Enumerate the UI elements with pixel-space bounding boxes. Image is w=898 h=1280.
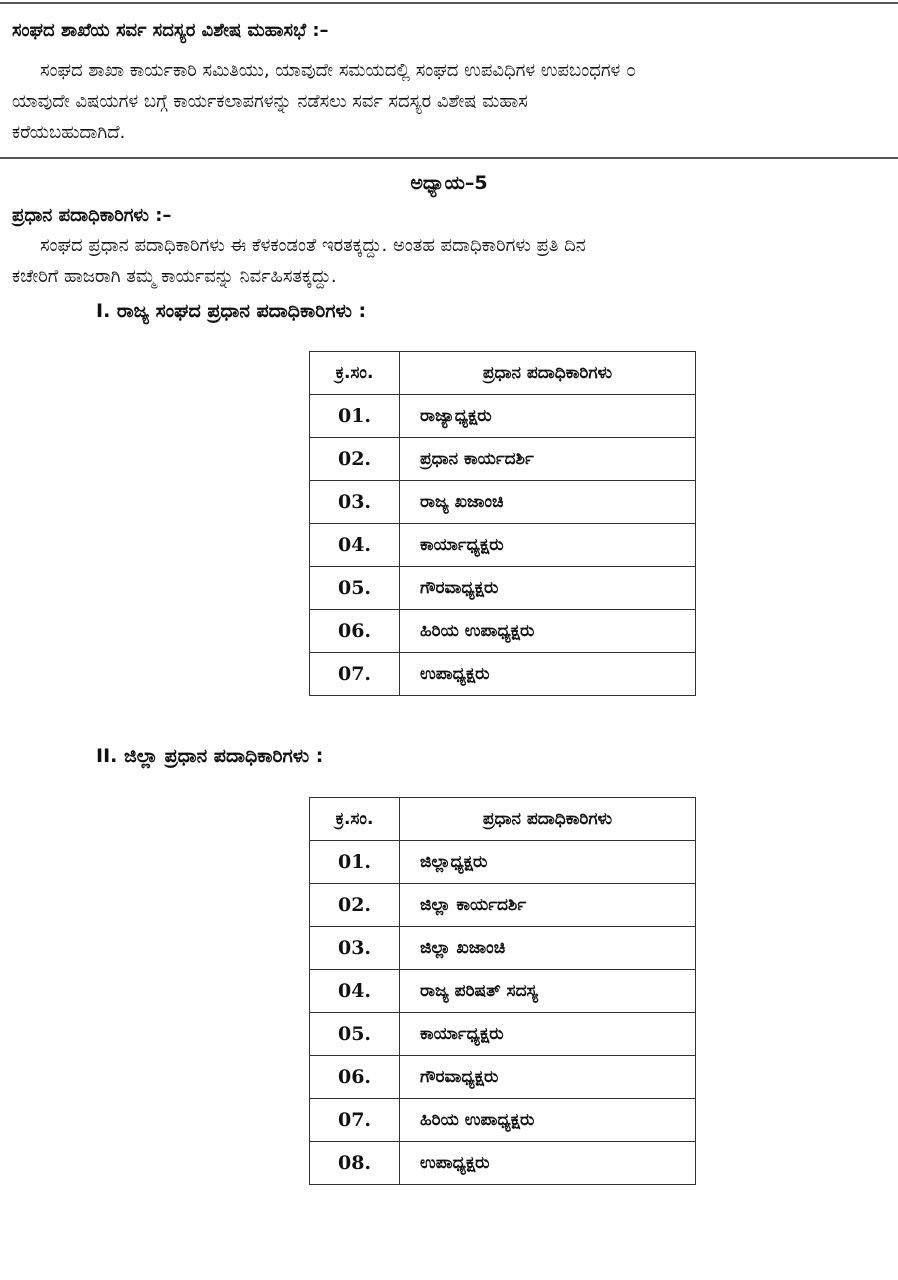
serial-cell: 07. <box>310 1099 400 1142</box>
table-row <box>310 841 696 884</box>
serial-cell: 02. <box>310 884 400 927</box>
table-row <box>310 524 696 567</box>
district-officers-table <box>309 797 696 1185</box>
serial-cell: 06. <box>310 1056 400 1099</box>
officer-cell: ಪ್ರಧಾನ ಕಾರ್ಯದರ್ಶಿ <box>400 438 696 481</box>
paragraph-line: ಕಚೇರಿಗೆ ಹಾಜರಾಗಿ ತಮ್ಮ ಕಾರ್ಯವನ್ನು ನಿರ್ವಹಿಸತಕ್ಕದ್ದು. <box>12 266 337 287</box>
section-title: ಸಂಘದ ಶಾಖೆಯ ಸರ್ವ ಸದಸ್ಯರ ವಿಶೇಷ ಮಹಾಸಭೆ :– <box>12 20 329 41</box>
serial-cell: 05. <box>310 567 400 610</box>
table-row <box>310 1013 696 1056</box>
serial-cell: 05. <box>310 1013 400 1056</box>
district-officers-heading: II. ಜಿಲ್ಲಾ ಪ್ರಧಾನ ಪದಾಧಿಕಾರಿಗಳು : <box>96 745 324 767</box>
table-row <box>310 1056 696 1099</box>
serial-cell: 06. <box>310 610 400 653</box>
table-header-row <box>310 352 696 395</box>
officers-heading: ಪ್ರಧಾನ ಪದಾಧಿಕಾರಿಗಳು :– <box>12 205 172 226</box>
top-rule <box>0 2 898 4</box>
officer-cell: ರಾಜ್ಯಾಧ್ಯಕ್ಷರು <box>400 395 696 438</box>
table-row <box>310 653 696 696</box>
officer-cell: ಹಿರಿಯ ಉಪಾಧ್ಯಕ್ಷರು <box>400 610 696 653</box>
serial-cell: 04. <box>310 524 400 567</box>
serial-cell: 01. <box>310 841 400 884</box>
officer-cell: ಜಿಲ್ಲಾ ಕಾರ್ಯದರ್ಶಿ <box>400 884 696 927</box>
officer-cell: ರಾಜ್ಯ ಪರಿಷತ್ ಸದಸ್ಯ <box>400 970 696 1013</box>
officer-cell: ಹಿರಿಯ ಉಪಾಧ್ಯಕ್ಷರು <box>400 1099 696 1142</box>
officer-cell: ಗೌರವಾಧ್ಯಕ್ಷರು <box>400 567 696 610</box>
table-header-row <box>310 798 696 841</box>
table-row <box>310 927 696 970</box>
officer-cell: ಉಪಾಧ್ಯಕ್ಷರು <box>400 1142 696 1185</box>
column-header-officers: ಪ್ರಧಾನ ಪದಾಧಿಕಾರಿಗಳು <box>400 352 696 395</box>
table-row <box>310 395 696 438</box>
serial-cell: 04. <box>310 970 400 1013</box>
column-header-serial: ಕ್ರ.ಸಂ. <box>310 798 400 841</box>
officer-cell: ಜಿಲ್ಲಾಧ್ಯಕ್ಷರು <box>400 841 696 884</box>
serial-cell: 08. <box>310 1142 400 1185</box>
column-header-serial: ಕ್ರ.ಸಂ. <box>310 352 400 395</box>
serial-cell: 01. <box>310 395 400 438</box>
paragraph-line: ಸಂಘದ ಪ್ರಧಾನ ಪದಾಧಿಕಾರಿಗಳು ಈ ಕೆಳಕಂಡಂತೆ ಇರತಕ್ಕದ್ದು. ಅಂತಹ ಪದಾಧಿಕಾರಿಗಳು ಪ್ರತಿ ದಿನ <box>40 235 586 256</box>
section-divider <box>0 157 898 159</box>
table-row <box>310 884 696 927</box>
paragraph-line: ಕರೆಯಬಹುದಾಗಿದೆ. <box>12 122 126 143</box>
officer-cell: ಕಾರ್ಯಾಧ್ಯಕ್ಷರು <box>400 524 696 567</box>
officer-cell: ಗೌರವಾಧ್ಯಕ್ಷರು <box>400 1056 696 1099</box>
officer-cell: ಉಪಾಧ್ಯಕ್ಷರು <box>400 653 696 696</box>
table-row <box>310 438 696 481</box>
table-row <box>310 567 696 610</box>
column-header-officers: ಪ್ರಧಾನ ಪದಾಧಿಕಾರಿಗಳು <box>400 798 696 841</box>
chapter-title: ಅಧ್ಯಾಯ–5 <box>410 172 488 194</box>
table-row <box>310 1142 696 1185</box>
officer-cell: ಜಿಲ್ಲಾ ಖಜಾಂಚಿ <box>400 927 696 970</box>
paragraph-line: ಯಾವುದೇ ವಿಷಯಗಳ ಬಗ್ಗೆ ಕಾರ್ಯಕಲಾಪಗಳನ್ನು ನಡೆಸಲು ಸರ್ವ ಸದಸ್ಯರ ವಿಶೇಷ ಮಹಾಸ <box>12 91 528 112</box>
state-officers-heading: I. ರಾಜ್ಯ ಸಂಘದ ಪ್ರಧಾನ ಪದಾಧಿಕಾರಿಗಳು : <box>96 300 367 322</box>
serial-cell: 03. <box>310 481 400 524</box>
serial-cell: 02. <box>310 438 400 481</box>
serial-cell: 03. <box>310 927 400 970</box>
serial-cell: 07. <box>310 653 400 696</box>
state-officers-table <box>309 351 696 696</box>
officer-cell: ರಾಜ್ಯ ಖಜಾಂಚಿ <box>400 481 696 524</box>
paragraph-line: ಸಂಘದ ಶಾಖಾ ಕಾರ್ಯಕಾರಿ ಸಮಿತಿಯು, ಯಾವುದೇ ಸಮಯದಲ್ಲಿ ಸಂಘದ ಉಪವಿಧಿಗಳ ಉಪಬಂಧಗಳ ೦ <box>40 60 637 81</box>
table-row <box>310 481 696 524</box>
table-row <box>310 610 696 653</box>
table-row <box>310 970 696 1013</box>
officer-cell: ಕಾರ್ಯಾಧ್ಯಕ್ಷರು <box>400 1013 696 1056</box>
table-row <box>310 1099 696 1142</box>
